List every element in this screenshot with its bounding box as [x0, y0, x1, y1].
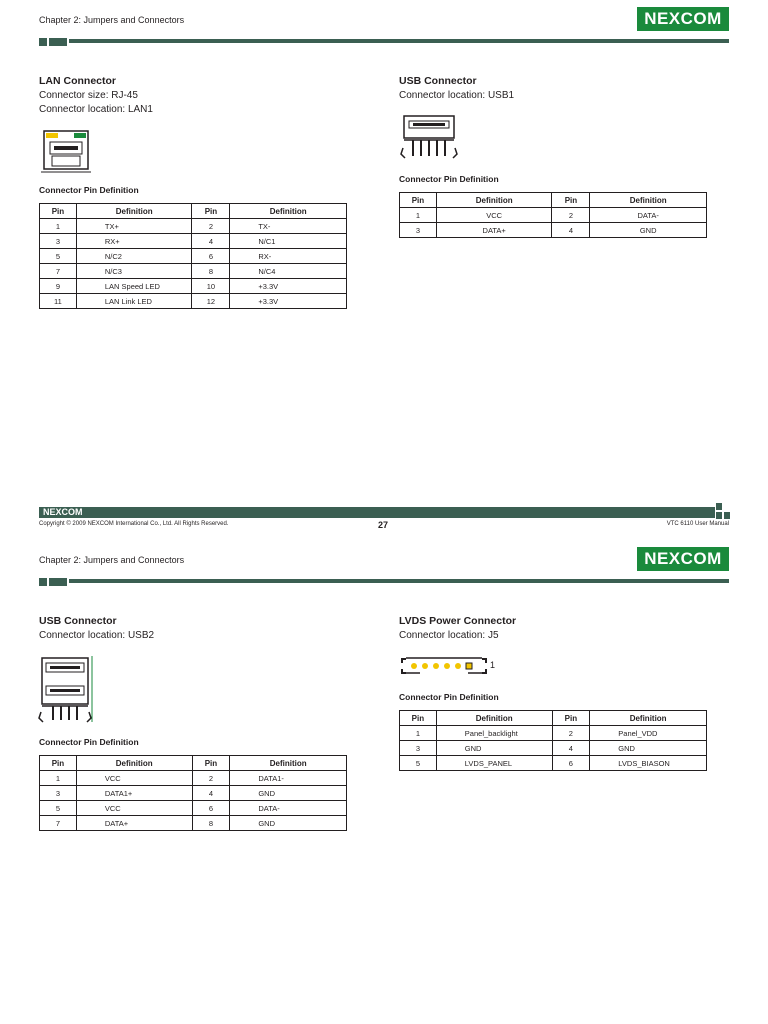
lan-connector-title: LAN Connector — [39, 75, 116, 87]
usb1-pin-definition-title: Connector Pin Definition — [399, 174, 499, 184]
pin-number: 7 — [40, 816, 77, 831]
pin-number: 3 — [40, 786, 77, 801]
pin-number: 9 — [40, 279, 77, 294]
footer-manual-name: VTC 6110 User Manual — [666, 521, 729, 527]
column-header: Definition — [76, 756, 192, 771]
pin-definition: TX+ — [76, 219, 192, 234]
lan-pin-definition-title: Connector Pin Definition — [39, 185, 139, 195]
pin-number: 4 — [552, 223, 590, 238]
pin-definition: GND — [590, 223, 707, 238]
page-number: 27 — [378, 520, 389, 530]
pin-definition: DATA- — [230, 801, 347, 816]
pin-definition: TX- — [230, 219, 347, 234]
column-header: Definition — [436, 711, 552, 726]
pin-number: 4 — [192, 786, 230, 801]
pin-definition: N/C4 — [230, 264, 347, 279]
chapter-header: Chapter 2: Jumpers and Connectors — [39, 555, 185, 565]
lan-pin-table — [39, 203, 347, 309]
footer-copyright: Copyright © 2009 NEXCOM International Co., Ltd. All Rights Reserved. — [39, 521, 229, 527]
pin-definition: LAN Link LED — [76, 294, 192, 309]
lan-connector-size: Connector size: RJ-45 — [39, 90, 138, 101]
table-row — [400, 726, 707, 741]
lvds-pin-definition-title: Connector Pin Definition — [399, 692, 499, 702]
pin-definition: RX- — [230, 249, 347, 264]
pin-definition: DATA- — [590, 208, 707, 223]
pin-number: 10 — [192, 279, 230, 294]
footer-corner-icon — [716, 503, 730, 519]
pin-number: 2 — [552, 726, 590, 741]
table-row — [40, 219, 347, 234]
table-row — [40, 249, 347, 264]
table-row — [400, 223, 707, 238]
usb2-connector-location: Connector location: USB2 — [39, 630, 155, 641]
pin-definition: VCC — [76, 771, 192, 786]
pin-number: 8 — [192, 816, 230, 831]
table-row — [40, 786, 347, 801]
pin-definition: DATA1+ — [76, 786, 192, 801]
pin-definition: GND — [436, 741, 552, 756]
nexcom-logo: NEXCOM — [637, 547, 729, 571]
column-header: Pin — [552, 193, 590, 208]
column-header: Pin — [400, 193, 437, 208]
column-header: Definition — [436, 193, 552, 208]
column-header: Definition — [230, 756, 347, 771]
usb1-connector-location: Connector location: USB1 — [399, 90, 515, 101]
column-header: Definition — [590, 711, 707, 726]
column-header: Definition — [590, 193, 707, 208]
table-header-row — [40, 204, 347, 219]
lvds-connector-location: Connector location: J5 — [399, 630, 499, 641]
pin-definition: Panel_VDD — [590, 726, 707, 741]
column-header: Pin — [400, 711, 437, 726]
pin-definition: VCC — [436, 208, 552, 223]
pin-number: 6 — [192, 249, 230, 264]
pin-number: 3 — [400, 223, 437, 238]
table-row — [40, 264, 347, 279]
usb2-connector-title: USB Connector — [39, 615, 117, 627]
usb2-pin-table — [39, 755, 347, 831]
pin-number: 1 — [400, 208, 437, 223]
pin-definition: N/C3 — [76, 264, 192, 279]
pin-number: 5 — [40, 249, 77, 264]
header-rule — [69, 579, 729, 583]
header-tab-marker — [39, 578, 47, 586]
lvds-pin1-label: 1 — [490, 660, 496, 670]
pin-number: 1 — [40, 771, 77, 786]
column-header: Definition — [230, 204, 347, 219]
pin-definition: GND — [230, 816, 347, 831]
table-row — [400, 756, 707, 771]
pin-number: 4 — [552, 741, 590, 756]
header-tab-marker — [39, 38, 47, 46]
pin-definition: DATA1- — [230, 771, 347, 786]
header-rule — [69, 39, 729, 43]
lan-connector-location: Connector location: LAN1 — [39, 104, 153, 115]
pin-definition: DATA+ — [436, 223, 552, 238]
pin-number: 7 — [40, 264, 77, 279]
pin-definition: N/C1 — [230, 234, 347, 249]
footer-logo: NEXCOM — [43, 507, 83, 517]
lvds-j5-connector-diagram — [400, 655, 490, 677]
pin-number: 6 — [552, 756, 590, 771]
table-row — [40, 771, 347, 786]
usb1-connector-title: USB Connector — [399, 75, 477, 87]
pin-number: 1 — [40, 219, 77, 234]
usb2-connector-diagram — [38, 656, 96, 724]
table-row — [400, 741, 707, 756]
pin-definition: VCC — [76, 801, 192, 816]
pin-number: 3 — [40, 234, 77, 249]
table-row — [40, 816, 347, 831]
lvds-pin-table — [399, 710, 707, 771]
pin-number: 8 — [192, 264, 230, 279]
column-header: Pin — [40, 204, 77, 219]
pin-definition: +3.3V — [230, 294, 347, 309]
pin-number: 12 — [192, 294, 230, 309]
table-header-row — [400, 193, 707, 208]
pin-definition: LAN Speed LED — [76, 279, 192, 294]
pin-definition: LVDS_BIASON — [590, 756, 707, 771]
pin-number: 5 — [40, 801, 77, 816]
table-row — [400, 208, 707, 223]
pin-number: 2 — [192, 219, 230, 234]
table-header-row — [400, 711, 707, 726]
column-header: Pin — [552, 711, 590, 726]
column-header: Pin — [192, 756, 230, 771]
pin-number: 1 — [400, 726, 437, 741]
header-tab-marker — [49, 38, 67, 46]
pin-number: 11 — [40, 294, 77, 309]
pin-definition: GND — [230, 786, 347, 801]
usb1-connector-diagram — [399, 114, 461, 162]
pin-number: 6 — [192, 801, 230, 816]
table-row — [40, 234, 347, 249]
pin-number: 2 — [192, 771, 230, 786]
pin-definition: N/C2 — [76, 249, 192, 264]
table-row — [40, 294, 347, 309]
pin-definition: LVDS_PANEL — [436, 756, 552, 771]
table-row — [40, 801, 347, 816]
table-row — [40, 279, 347, 294]
pin-number: 2 — [552, 208, 590, 223]
column-header: Pin — [40, 756, 77, 771]
lvds-connector-title: LVDS Power Connector — [399, 615, 517, 627]
rj45-connector-diagram — [41, 128, 91, 176]
header-tab-marker — [49, 578, 67, 586]
chapter-header: Chapter 2: Jumpers and Connectors — [39, 15, 185, 25]
pin-definition: RX+ — [76, 234, 192, 249]
column-header: Definition — [76, 204, 192, 219]
pin-number: 4 — [192, 234, 230, 249]
pin-definition: Panel_backlight — [436, 726, 552, 741]
footer-bar — [39, 507, 715, 518]
column-header: Pin — [192, 204, 230, 219]
pin-definition: GND — [590, 741, 707, 756]
pin-number: 5 — [400, 756, 437, 771]
pin-definition: DATA+ — [76, 816, 192, 831]
nexcom-logo: NEXCOM — [637, 7, 729, 31]
usb2-pin-definition-title: Connector Pin Definition — [39, 737, 139, 747]
table-header-row — [40, 756, 347, 771]
pin-number: 3 — [400, 741, 437, 756]
pin-definition: +3.3V — [230, 279, 347, 294]
usb1-pin-table — [399, 192, 707, 238]
